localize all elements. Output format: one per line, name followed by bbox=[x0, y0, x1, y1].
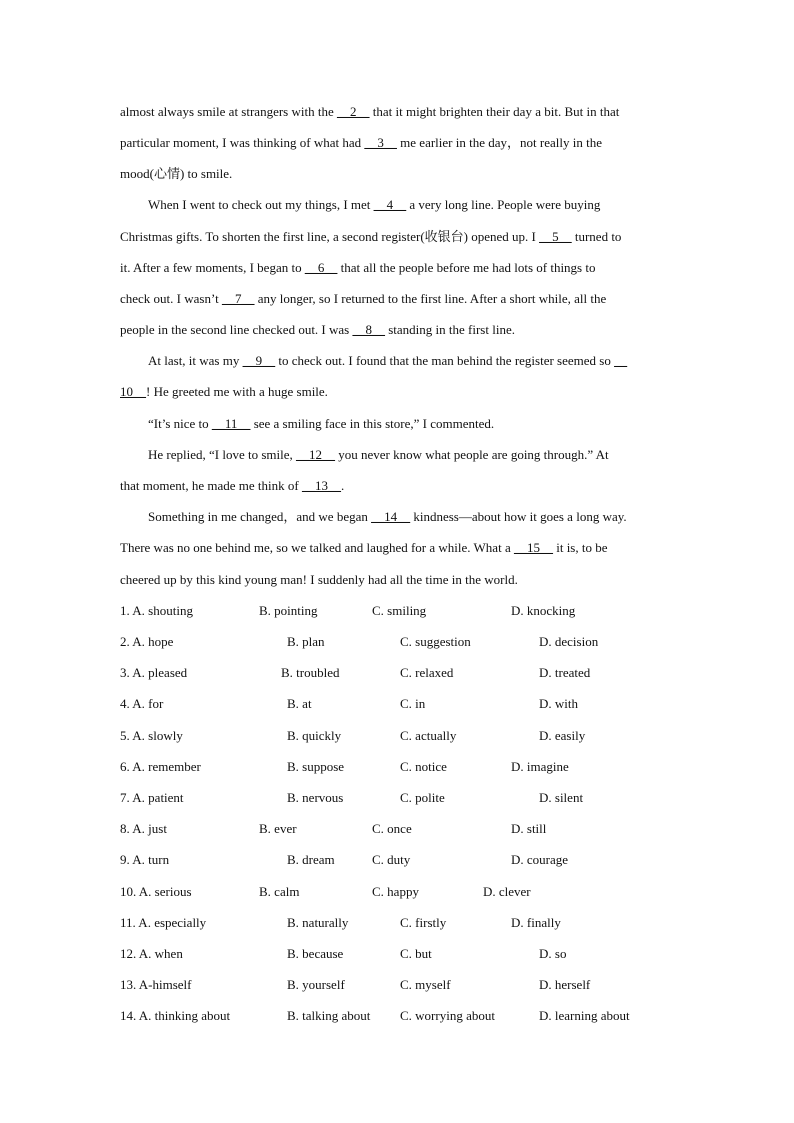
answer-option: D. knocking bbox=[511, 603, 576, 618]
answer-option: 6. A. remember bbox=[120, 759, 201, 774]
answer-option: D. clever bbox=[483, 884, 531, 899]
answer-option: 9. A. turn bbox=[120, 852, 170, 867]
answer-option: B. because bbox=[287, 946, 344, 961]
answer-blank: __4__ bbox=[373, 197, 407, 212]
passage-text: a very long line. People were buying bbox=[406, 197, 601, 212]
answer-option: B. at bbox=[287, 696, 312, 711]
answer-blank: __3__ bbox=[364, 135, 397, 150]
answer-option: 13. A-himself bbox=[120, 977, 192, 992]
passage-line bbox=[148, 509, 708, 525]
answer-option: C. notice bbox=[400, 759, 447, 774]
answer-blank: __14__ bbox=[371, 509, 411, 524]
passage-line bbox=[120, 572, 680, 588]
passage-text: Something in me changed，and we began bbox=[148, 509, 372, 524]
answer-option: D. finally bbox=[511, 915, 561, 930]
answer-blank: __6__ bbox=[304, 260, 338, 275]
passage-text: it is, to be bbox=[552, 540, 608, 555]
passage-text: any longer, so I returned to the first line. After a short while, all the bbox=[254, 291, 607, 306]
answer-blank: __12__ bbox=[296, 447, 336, 462]
answer-option: C. once bbox=[372, 821, 412, 836]
answer-option: D. herself bbox=[539, 977, 591, 992]
answer-option: D. treated bbox=[539, 665, 591, 680]
passage-text: check out. I wasn’t bbox=[120, 291, 222, 306]
passage-text: He replied, “I love to smile, bbox=[148, 447, 297, 462]
passage-line bbox=[120, 540, 680, 556]
answer-option: 12. A. when bbox=[120, 946, 183, 961]
answer-option: B. naturally bbox=[287, 915, 349, 930]
answer-option: D. silent bbox=[539, 790, 584, 805]
answer-option: C. polite bbox=[400, 790, 445, 805]
answer-option: B. dream bbox=[287, 852, 335, 867]
answer-option: C. suggestion bbox=[400, 634, 471, 649]
answer-option: D. courage bbox=[511, 852, 569, 867]
answer-option: D. learning about bbox=[539, 1008, 630, 1023]
passage-line bbox=[148, 416, 708, 432]
passage-line bbox=[148, 447, 708, 463]
answer-option: C. actually bbox=[400, 728, 457, 743]
passage-line bbox=[120, 291, 680, 307]
answer-option: D. so bbox=[539, 946, 567, 961]
passage-text: me earlier in the day，not really in the bbox=[396, 135, 602, 150]
passage-line bbox=[120, 322, 680, 338]
answer-option: C. smiling bbox=[372, 603, 427, 618]
passage-line bbox=[120, 384, 680, 400]
answer-option: 2. A. hope bbox=[120, 634, 174, 649]
answer-blank: 10__ bbox=[120, 384, 146, 399]
passage-text: particular moment, I was thinking of what had bbox=[120, 135, 365, 150]
passage-text: When I went to check out my things, I met bbox=[148, 197, 374, 212]
answer-blank: __11__ bbox=[211, 416, 251, 431]
answer-option: 3. A. pleased bbox=[120, 665, 188, 680]
answer-option: 5. A. slowly bbox=[120, 728, 183, 743]
passage-text: Christmas gifts. To shorten the first line, a second register(收银台) opened up. I bbox=[120, 229, 540, 244]
answer-option: 8. A. just bbox=[120, 821, 167, 836]
passage-line bbox=[120, 166, 680, 182]
passage-text: that all the people before me had lots of things to bbox=[337, 260, 596, 275]
answer-option: B. pointing bbox=[259, 603, 318, 618]
passage-line bbox=[120, 478, 680, 494]
answer-option: B. troubled bbox=[281, 665, 340, 680]
answer-option: C. firstly bbox=[400, 915, 447, 930]
passage-text: that it might brighten their day a bit. But in that bbox=[369, 104, 620, 119]
passage-text: There was no one behind me, so we talked and laughed for a while. What a bbox=[120, 540, 514, 555]
answer-option: B. plan bbox=[287, 634, 325, 649]
answer-option: 10. A. serious bbox=[120, 884, 192, 899]
passage-line bbox=[120, 260, 680, 276]
answer-option: B. ever bbox=[259, 821, 297, 836]
answer-blank: __7__ bbox=[221, 291, 255, 306]
answer-option: D. easily bbox=[539, 728, 586, 743]
answer-option: C. myself bbox=[400, 977, 451, 992]
passage-text: it. After a few moments, I began to bbox=[120, 260, 305, 275]
passage-line bbox=[148, 353, 708, 369]
answer-option: C. relaxed bbox=[400, 665, 454, 680]
passage-text: turned to bbox=[571, 229, 622, 244]
answer-option: D. imagine bbox=[511, 759, 569, 774]
answer-blank: __ bbox=[614, 353, 628, 368]
answer-option: B. yourself bbox=[287, 977, 345, 992]
answer-option: B. nervous bbox=[287, 790, 344, 805]
answer-blank: __5__ bbox=[539, 229, 572, 244]
answer-blank: __8__ bbox=[352, 322, 385, 337]
answer-option: C. happy bbox=[372, 884, 419, 899]
passage-text: kindness—about how it goes a long way. bbox=[410, 509, 627, 524]
answer-option: D. still bbox=[511, 821, 547, 836]
passage-text: almost always smile at strangers with the bbox=[120, 104, 337, 119]
passage-text: people in the second line checked out. I was bbox=[120, 322, 353, 337]
answer-option: 1. A. shouting bbox=[120, 603, 193, 618]
passage-text: see a smiling face in this store,” I commented. bbox=[250, 416, 495, 431]
answer-option: 14. A. thinking about bbox=[120, 1008, 231, 1023]
passage-line bbox=[120, 104, 680, 120]
passage-line bbox=[148, 197, 708, 213]
answer-option: B. quickly bbox=[287, 728, 342, 743]
answer-option: B. talking about bbox=[287, 1008, 371, 1023]
passage-text: “It’s nice to bbox=[148, 416, 212, 431]
answer-option: C. in bbox=[400, 696, 426, 711]
passage-text: ! He greeted me with a huge smile. bbox=[146, 384, 328, 399]
answer-option: C. worrying about bbox=[400, 1008, 495, 1023]
answer-option: B. suppose bbox=[287, 759, 345, 774]
passage-text: . bbox=[340, 478, 345, 493]
answer-blank: __2__ bbox=[336, 104, 370, 119]
answer-option: D. with bbox=[539, 696, 578, 711]
answer-blank: __9__ bbox=[242, 353, 276, 368]
passage-text: that moment, he made me think of bbox=[120, 478, 302, 493]
answer-blank: __15__ bbox=[513, 540, 553, 555]
answer-option: 7. A. patient bbox=[120, 790, 184, 805]
answer-option: B. calm bbox=[259, 884, 300, 899]
answer-option: C. but bbox=[400, 946, 432, 961]
answer-blank: __13__ bbox=[301, 478, 341, 493]
passage-text: mood(心情) to smile. bbox=[120, 166, 233, 181]
passage-text: standing in the first line. bbox=[384, 322, 515, 337]
answer-option: 11. A. especially bbox=[120, 915, 207, 930]
passage-text: At last, it was my bbox=[148, 353, 243, 368]
passage-text: to check out. I found that the man behind the register seemed so bbox=[275, 353, 615, 368]
passage-text: you never know what people are going through.” At bbox=[335, 447, 609, 462]
passage-line bbox=[120, 229, 680, 245]
passage-text: cheered up by this kind young man! I suddenly had all the time in the world. bbox=[120, 572, 518, 587]
passage-line bbox=[120, 135, 680, 151]
answer-option: 4. A. for bbox=[120, 696, 164, 711]
answer-option: C. duty bbox=[372, 852, 411, 867]
answer-option: D. decision bbox=[539, 634, 599, 649]
